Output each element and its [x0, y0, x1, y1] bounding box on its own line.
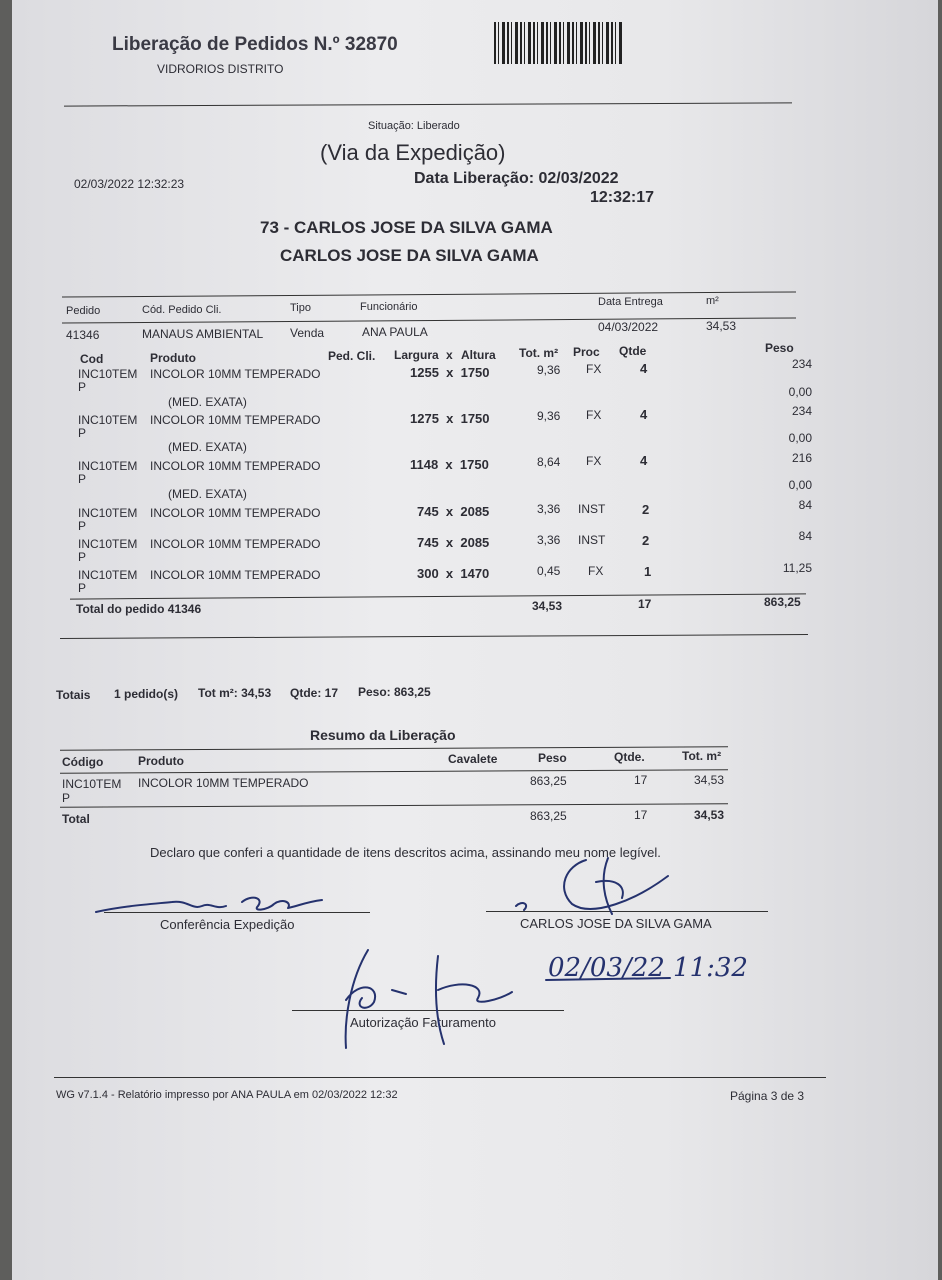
item-qtde: 2	[642, 533, 650, 548]
item-dimensions: 1148 x 1750	[410, 457, 489, 472]
totals-label: Totais	[56, 688, 91, 702]
client-line-1: 73 - CARLOS JOSE DA SILVA GAMA	[260, 218, 553, 237]
col-qtde: Qtde	[619, 344, 647, 358]
item-cod-suffix: P	[78, 550, 87, 564]
item-peso-extra: 0,00	[788, 478, 812, 492]
conferencia-signature	[92, 880, 332, 920]
summary-col-qtde: Qtde.	[614, 750, 645, 764]
item-produto: INCOLOR 10MM TEMPERADO	[150, 413, 321, 427]
item-peso-extra: 0,00	[788, 385, 812, 399]
item-produto: INCOLOR 10MM TEMPERADO	[150, 367, 321, 381]
item-produto: INCOLOR 10MM TEMPERADO	[150, 568, 321, 582]
order-total-peso: 863,25	[764, 595, 801, 609]
footer-divider	[54, 1077, 826, 1078]
item-tot-m2: 0,45	[537, 564, 561, 578]
item-tot-m2: 3,36	[537, 533, 561, 547]
label-data-entrega: Data Entrega	[598, 296, 663, 308]
item-produto: INCOLOR 10MM TEMPERADO	[150, 459, 321, 473]
release-time: 12:32:17	[590, 189, 655, 206]
summary-total-qtde: 17	[634, 808, 648, 822]
item-proc: INST	[578, 533, 606, 547]
summary-row-produto: INCOLOR 10MM TEMPERADO	[138, 776, 309, 790]
item-cod-suffix: P	[78, 380, 87, 394]
print-timestamp: 02/03/2022 12:32:23	[74, 177, 185, 191]
item-note: (MED. EXATA)	[168, 440, 247, 454]
item-cod-suffix: P	[78, 472, 87, 486]
item-peso-extra: 0,00	[788, 431, 812, 445]
col-tot-m2: Tot. m²	[519, 346, 559, 360]
item-tot-m2: 9,36	[537, 363, 561, 377]
item-dimensions: 745 x 2085	[417, 504, 490, 519]
item-qtde: 4	[640, 453, 648, 468]
footer-page-number: Página 3 de 3	[730, 1089, 805, 1103]
totals-qtde: Qtde: 17	[290, 686, 339, 700]
order-bottom-divider	[60, 634, 808, 639]
summary-divider-mid	[60, 769, 728, 773]
client-signature-label: CARLOS JOSE DA SILVA GAMA	[520, 916, 712, 931]
client-signature	[496, 848, 696, 920]
label-cod-pedido-cli: Cód. Pedido Cli.	[142, 304, 222, 316]
item-proc: FX	[588, 564, 604, 578]
item-proc: INST	[578, 502, 606, 516]
item-peso: 84	[798, 529, 812, 543]
value-tipo: Venda	[290, 326, 325, 340]
autorizacao-signature	[310, 940, 530, 1052]
item-cod-suffix: P	[78, 426, 87, 440]
summary-col-tot-m2: Tot. m²	[682, 749, 722, 763]
col-peso: Peso	[765, 341, 794, 355]
item-cod: INC10TEM	[78, 459, 138, 473]
item-dimensions: 1255 x 1750	[410, 365, 490, 380]
order-total-qtde: 17	[638, 597, 652, 611]
item-qtde: 2	[642, 502, 650, 517]
item-proc: FX	[586, 454, 602, 468]
autorizacao-label: Autorização Faturamento	[350, 1015, 496, 1030]
summary-title: Resumo da Liberação	[310, 727, 456, 743]
order-total-divider	[70, 593, 806, 599]
order-divider-top	[62, 291, 796, 297]
value-funcionario: ANA PAULA	[362, 325, 428, 339]
item-dimensions: 300 x 1470	[417, 566, 490, 581]
item-cod: INC10TEM	[78, 568, 138, 582]
footer-left-text: WG v7.1.4 - Relatório impresso por ANA PAULA em 02/03/2022 12:32	[56, 1089, 398, 1101]
item-cod-suffix: P	[78, 581, 87, 595]
summary-row-qtde: 17	[634, 773, 648, 787]
summary-col-peso: Peso	[538, 751, 567, 765]
col-cod: Cod	[80, 352, 104, 366]
item-tot-m2: 9,36	[537, 409, 561, 423]
company-name: VIDRORIOS DISTRITO	[157, 62, 284, 76]
col-produto: Produto	[150, 351, 196, 365]
document-page	[12, 0, 938, 1280]
item-tot-m2: 8,64	[537, 455, 561, 469]
label-tipo: Tipo	[290, 302, 311, 314]
item-peso: 234	[791, 404, 812, 418]
item-dimensions: 745 x 2085	[417, 535, 490, 550]
label-m2: m²	[706, 295, 719, 307]
item-qtde: 4	[640, 407, 648, 422]
summary-col-produto: Produto	[138, 754, 184, 768]
order-total-m2: 34,53	[532, 599, 563, 613]
label-funcionario: Funcionário	[360, 301, 418, 313]
summary-total-label: Total	[62, 812, 90, 826]
declaration-text: Declaro que conferi a quantidade de itens descritos acima, assinando meu nome legível.	[150, 845, 661, 860]
item-produto: INCOLOR 10MM TEMPERADO	[150, 537, 321, 551]
item-tot-m2: 3,36	[537, 502, 561, 516]
value-cod-pedido-cli: MANAUS AMBIENTAL	[142, 327, 264, 341]
item-qtde: 1	[644, 564, 652, 579]
situation-text: Situação: Liberado	[368, 120, 460, 132]
summary-row-tot-m2: 34,53	[694, 773, 725, 787]
value-data-entrega: 04/03/2022	[598, 320, 659, 334]
label-pedido: Pedido	[66, 305, 101, 317]
col-x: x	[446, 348, 453, 362]
col-largura: Largura	[394, 348, 439, 362]
handwritten-date	[540, 942, 780, 984]
item-proc: FX	[586, 408, 602, 422]
item-peso: 216	[791, 451, 812, 465]
handwritten-date-text: 02/03/22 11:32	[548, 953, 748, 983]
item-proc: FX	[586, 362, 602, 376]
summary-row-peso: 863,25	[530, 774, 567, 788]
item-peso: 234	[791, 357, 812, 371]
summary-col-cavalete: Cavalete	[448, 752, 498, 766]
item-cod: INC10TEM	[78, 506, 138, 520]
release-date: Data Liberação: 02/03/2022	[414, 170, 619, 187]
conferencia-label: Conferência Expedição	[160, 917, 295, 932]
header-divider	[64, 102, 792, 106]
item-cod: INC10TEM	[78, 367, 138, 381]
item-cod: INC10TEM	[78, 413, 138, 427]
item-note: (MED. EXATA)	[168, 395, 247, 409]
totals-pedidos: 1 pedido(s)	[114, 687, 179, 701]
summary-total-peso: 863,25	[530, 809, 567, 823]
item-cod: INC10TEM	[78, 537, 138, 551]
order-divider-mid	[62, 317, 796, 323]
item-dimensions: 1275 x 1750	[410, 411, 490, 426]
summary-row-cod: INC10TEM	[62, 777, 122, 791]
item-produto: INCOLOR 10MM TEMPERADO	[150, 506, 321, 520]
totals-tot-m2: Tot m²: 34,53	[198, 686, 272, 700]
item-peso: 11,25	[782, 561, 812, 575]
summary-row-cod-suffix: P	[62, 791, 71, 805]
barcode-graphic	[494, 22, 624, 64]
summary-col-codigo: Código	[62, 755, 104, 769]
col-ped-cli: Ped. Cli.	[328, 349, 376, 363]
document-title: Liberação de Pedidos N.º 32870	[112, 34, 398, 55]
value-pedido: 41346	[66, 328, 100, 342]
totals-peso: Peso: 863,25	[358, 685, 431, 699]
order-total-label: Total do pedido 41346	[76, 602, 202, 616]
client-line-2: CARLOS JOSE DA SILVA GAMA	[280, 246, 539, 265]
item-peso: 84	[798, 498, 812, 512]
summary-divider-bottom	[60, 803, 728, 807]
item-cod-suffix: P	[78, 519, 87, 533]
value-m2: 34,53	[706, 319, 737, 333]
item-note: (MED. EXATA)	[168, 487, 247, 501]
summary-total-tot-m2: 34,53	[694, 808, 725, 822]
via-label: (Via da Expedição)	[320, 140, 506, 165]
col-altura: Altura	[461, 348, 496, 362]
col-proc: Proc	[573, 345, 600, 359]
item-qtde: 4	[640, 361, 648, 376]
